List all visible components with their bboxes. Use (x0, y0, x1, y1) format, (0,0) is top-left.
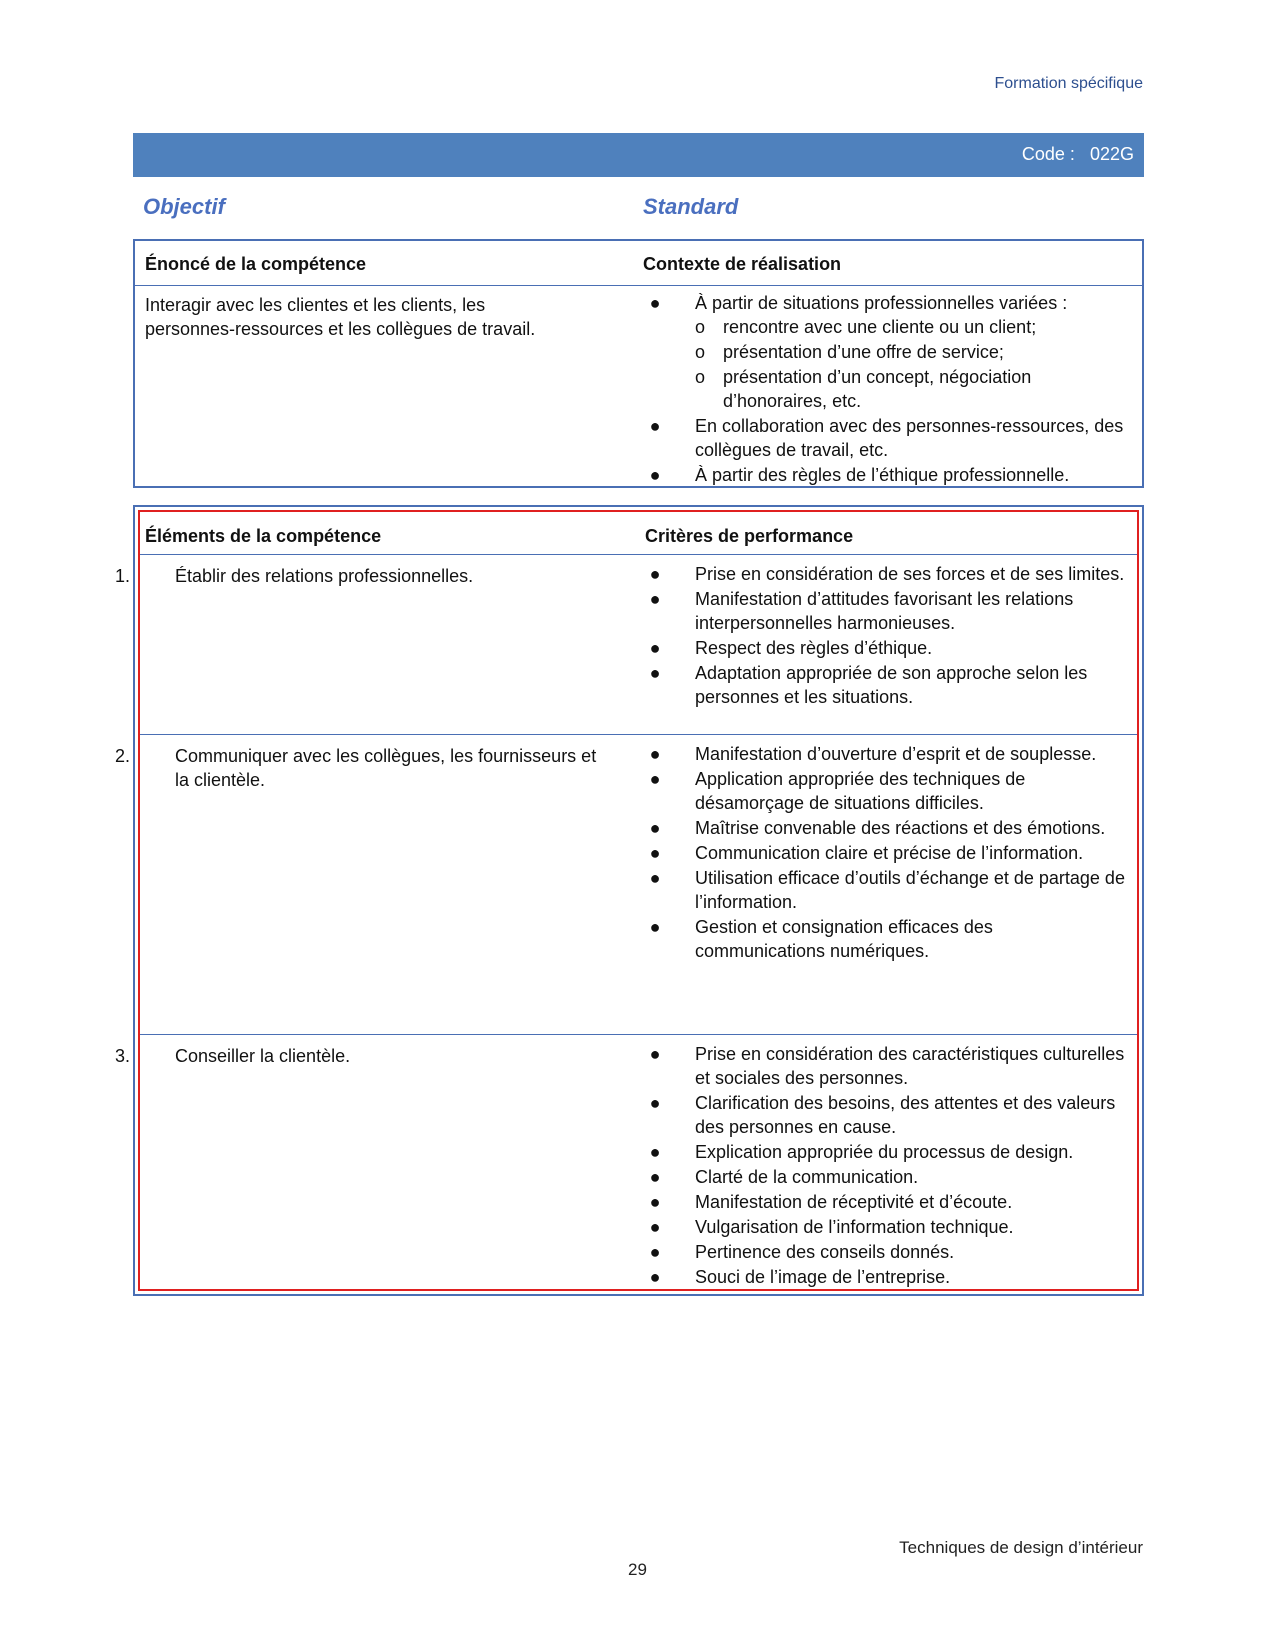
context-item: ● En collaboration avec des personnes-ressources, des collègues de travail, etc. (649, 416, 1124, 460)
criterion-item: ● Respect des règles d’éthique. (649, 638, 933, 658)
context-item: ● À partir des règles de l’éthique professionnelle. (649, 465, 1070, 485)
elements-table-highlight (115, 510, 1139, 1291)
bullet-icon: ● (649, 564, 661, 584)
element-1-criteria (115, 562, 1125, 710)
bullet-icon: ● (649, 1192, 661, 1212)
context-subitem: o présentation d’une offre de service; (694, 342, 1004, 362)
row-divider (140, 1034, 1137, 1035)
criterion-item: ● Clarté de la communication. (649, 1167, 919, 1187)
criterion-item: ● Application appropriée des techniques de désamorçage de situations difficiles. (649, 769, 1026, 813)
bullet-icon: ● (649, 1217, 661, 1237)
circle-bullet-icon: o (694, 342, 705, 362)
criterion-item: ● Prise en considération de ses forces et de ses limites. (649, 564, 1125, 584)
bullet-icon: ● (649, 1044, 661, 1064)
criterion-item: ● Manifestation d’ouverture d’esprit et de souplesse. (649, 744, 1097, 764)
criterion-item: ● Maîtrise convenable des réactions et des émotions. (649, 818, 1106, 838)
bullet-icon: ● (649, 589, 661, 609)
criterion-item: ● Manifestation d’attitudes favorisant les relations interpersonnelles harmonieuses. (649, 589, 1074, 633)
context-subitem: o rencontre avec une cliente ou un client; (694, 317, 1037, 337)
bullet-icon: ● (649, 416, 661, 436)
element-3-criteria (115, 1042, 1125, 1290)
context-sublist (135, 315, 1125, 413)
bullet-icon: ● (649, 638, 661, 658)
bullet-icon: ● (649, 1142, 661, 1162)
bullet-icon: ● (649, 465, 661, 485)
standard-title: Standard (643, 194, 739, 219)
bullet-icon: ● (649, 744, 661, 764)
criterion-item: ● Vulgarisation de l’information technique. (649, 1217, 1014, 1237)
context-item: ● À partir de situations professionnelles variées : o rencontre avec une cliente ou un client; o présentation d’une offre de service; o présentation d’un concept, négociation d’honoraires, etc. (135, 291, 1125, 413)
circle-bullet-icon: o (694, 317, 705, 337)
competency-table (133, 239, 1144, 488)
criterion-item: ● Pertinence des conseils donnés. (649, 1242, 955, 1262)
bullet-icon: ● (649, 1167, 661, 1187)
criterion-item: ● Souci de l’image de l’entreprise. (649, 1267, 951, 1287)
bullet-icon: ● (649, 1093, 661, 1113)
criterion-item: ● Communication claire et précise de l’information. (649, 843, 1084, 863)
objective-title: Objectif (143, 194, 225, 219)
bullet-icon: ● (649, 1267, 661, 1287)
header-divider (140, 554, 1137, 555)
element-2-title: 2. Communiquer avec les collègues, les fournisseurs et la clientèle. (115, 746, 597, 790)
element-3-title: 3. Conseiller la clientèle. (115, 1046, 351, 1066)
criteria-header: Critères de performance (645, 526, 854, 546)
bullet-icon: ● (649, 293, 661, 313)
criterion-item: ● Clarification des besoins, des attentes et des valeurs des personnes en cause. (649, 1093, 1116, 1137)
row-divider (140, 734, 1137, 735)
bullet-icon: ● (649, 1242, 661, 1262)
code-banner (133, 133, 1144, 177)
header-divider (135, 285, 1142, 286)
criterion-item: ● Manifestation de réceptivité et d’écoute. (649, 1192, 1013, 1212)
page-number: 29 (628, 1560, 647, 1579)
criterion-item: ● Gestion et consignation efficaces des communications numériques. (649, 917, 993, 961)
context-list (135, 291, 1125, 488)
context-header: Contexte de réalisation (643, 254, 842, 274)
bullet-icon: ● (649, 663, 661, 683)
competency-statement-header: Énoncé de la compétence (145, 254, 367, 274)
element-2-criteria (115, 742, 1125, 964)
bullet-icon: ● (649, 818, 661, 838)
competency-statement: Interagir avec les clientes et les clients, les personnes-ressources et les collègues de travail. (145, 295, 536, 339)
criterion-item: ● Adaptation appropriée de son approche selon les personnes et les situations. (649, 663, 1088, 707)
criterion-item: ● Utilisation efficace d’outils d’échange et de partage de l’information. (649, 868, 1125, 912)
bullet-icon: ● (649, 917, 661, 937)
context-subitem: o présentation d’un concept, négociation d’honoraires, etc. (694, 367, 1032, 411)
footer-program-name: Techniques de design d’intérieur (899, 1538, 1143, 1557)
criterion-item: ● Prise en considération des caractéristiques culturelles et sociales des personnes. (649, 1044, 1125, 1088)
header-program-label: Formation spécifique (994, 75, 1143, 92)
bullet-icon: ● (649, 769, 661, 789)
bullet-icon: ● (649, 868, 661, 888)
element-1-title: 1. Établir des relations professionnelles. (115, 566, 474, 586)
bullet-icon: ● (649, 843, 661, 863)
code-value: 022G (1089, 144, 1134, 164)
elements-header: Éléments de la compétence (145, 526, 382, 546)
elements-table (115, 505, 1144, 1296)
criterion-item: ● Explication appropriée du processus de design. (649, 1142, 1074, 1162)
circle-bullet-icon: o (694, 367, 705, 387)
code-text: Code : 022G (1021, 144, 1134, 164)
